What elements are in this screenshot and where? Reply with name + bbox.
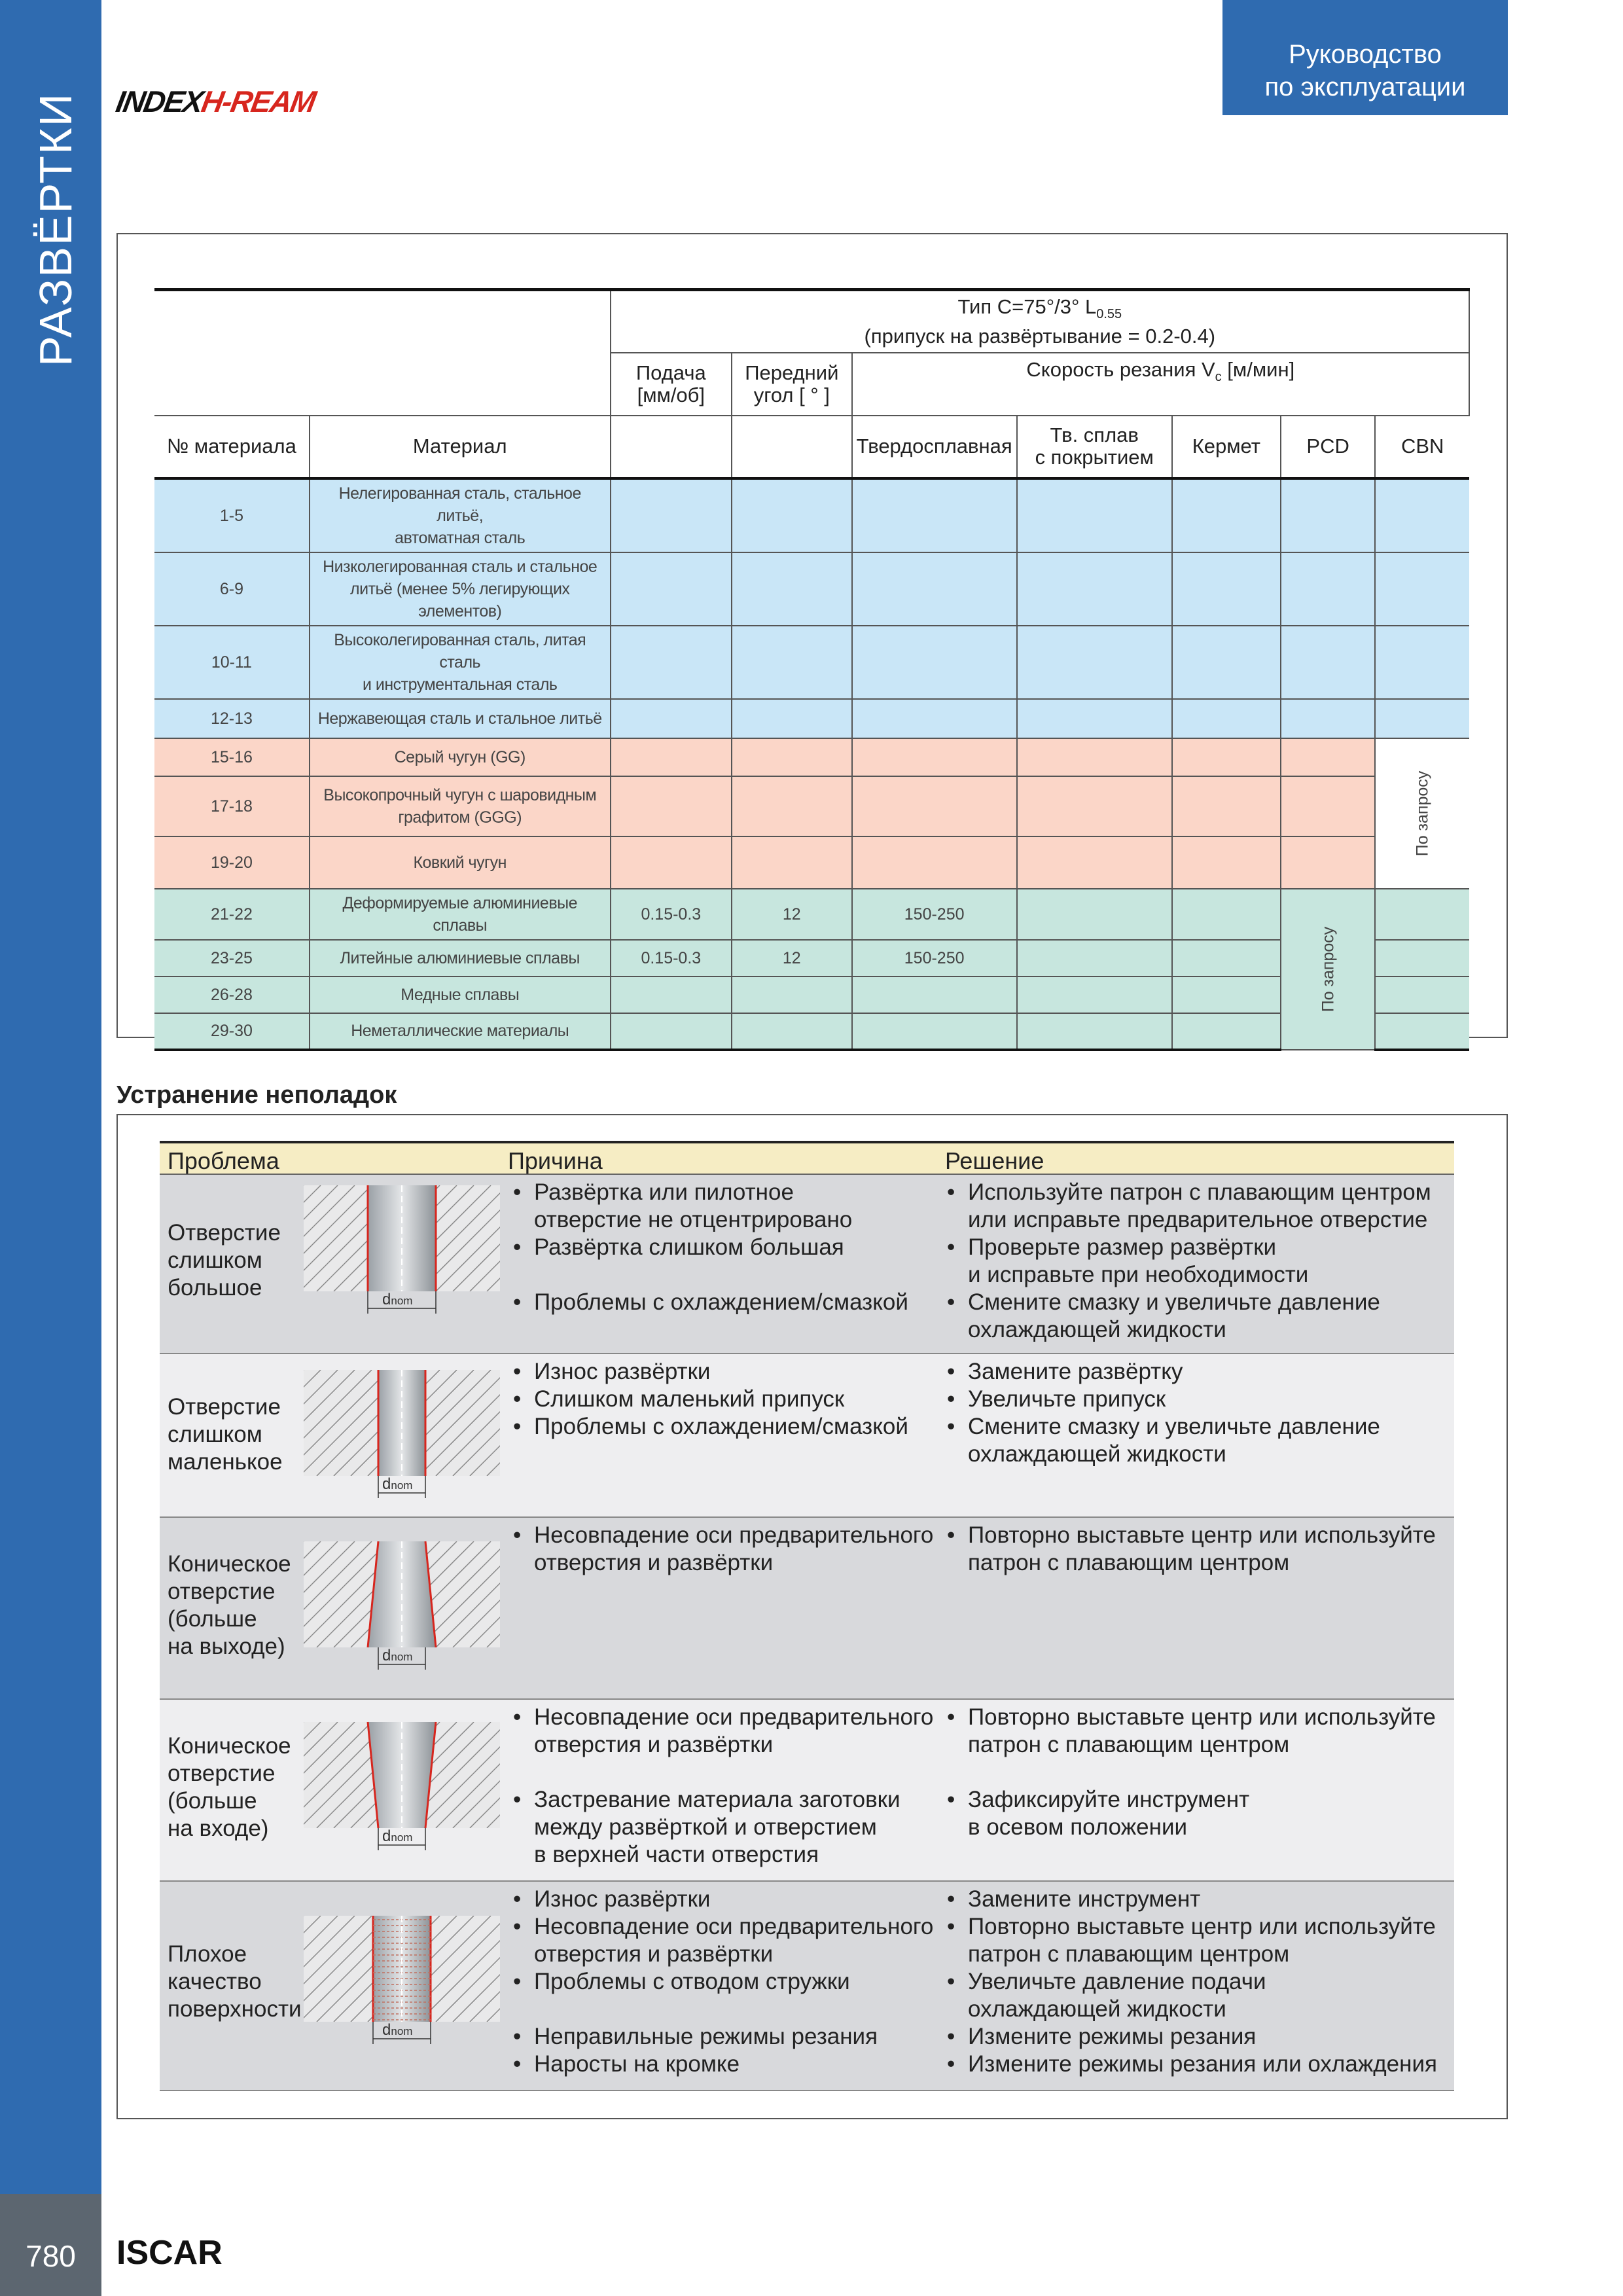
- cause-item: • Несовпадение оси предварительного отверстия и развёртки: [508, 1704, 940, 1759]
- solution-item: • Смените смазку и увеличьте давление охлаждающей жидкости: [942, 1289, 1459, 1344]
- cbn-speed-cell: [1375, 977, 1469, 1013]
- cbn-speed-cell: [1375, 552, 1469, 626]
- svg-text:dnom: dnom: [382, 1827, 413, 1845]
- cause-item: • Износ развёртки: [508, 1886, 940, 1913]
- feed-cell: [611, 478, 732, 552]
- material-row: [154, 940, 1469, 977]
- type-header: Тип С=75°/3° $L_{0.55}$ (припуск на развёртывание = 0.2-0.4): [611, 290, 1469, 353]
- cbn-on-request-cell: [1375, 738, 1469, 889]
- material-row: [154, 836, 1469, 889]
- coated-speed-cell: [1017, 836, 1172, 889]
- manual-header: [1222, 0, 1508, 115]
- cause-item: • Износ развёртки: [508, 1358, 940, 1386]
- carbide-speed-cell: [852, 478, 1017, 552]
- solution-item: • Измените режимы резания: [942, 2023, 1459, 2051]
- material-number-cell: 1-5: [154, 478, 310, 552]
- solution-item: • Повторно выставьте центр или используйте патрон с плавающим центром: [942, 1913, 1459, 1968]
- cermet-speed-cell: [1172, 889, 1281, 940]
- feed-cell: [611, 977, 732, 1013]
- cermet-speed-cell: [1172, 776, 1281, 836]
- svg-text:dnom: dnom: [382, 2021, 413, 2039]
- problem-text: Отверстие слишком большое: [168, 1220, 281, 1300]
- feed-cell: 0.15-0.3: [611, 889, 732, 940]
- coated-speed-cell: [1017, 699, 1172, 738]
- material-name-cell: Литейные алюминиевые сплавы: [310, 940, 611, 977]
- coated-speed-cell: [1017, 478, 1172, 552]
- solution-item: • Используйте патрон с плавающим центром или исправьте предварительное отверстие: [942, 1179, 1459, 1234]
- cause-list: [508, 1358, 940, 1441]
- cutting-data-table: [154, 288, 1470, 1051]
- rake-cell: [732, 699, 852, 738]
- material-name-cell: Низколегированная сталь и стальное литьё (менее 5% легирующих элементов): [310, 552, 611, 626]
- coated-speed-cell: [1017, 552, 1172, 626]
- solution-item: • Замените инструмент: [942, 1886, 1459, 1913]
- troubleshooting-row: [160, 1175, 1454, 1354]
- material-name-cell: Высокопрочный чугун с шаровидным графитом (GGG): [310, 776, 611, 836]
- cause-header: Причина: [508, 1147, 603, 1174]
- coated-speed-cell: [1017, 940, 1172, 977]
- material-name-cell: Нержавеющая сталь и стальное литьё: [310, 699, 611, 738]
- troubleshooting-row: [160, 1354, 1454, 1518]
- solution-item: • Проверьте размер развёртки и исправьте при необходимости: [942, 1234, 1459, 1289]
- problem-text: Плохое качество поверхности: [168, 1941, 302, 2022]
- cause-item: • Несовпадение оси предварительного отверстия и развёртки: [508, 1522, 940, 1577]
- cermet-speed-cell: [1172, 552, 1281, 626]
- cause-item: • Проблемы с охлаждением/смазкой: [508, 1289, 940, 1316]
- cbn-speed-cell: [1375, 1013, 1469, 1050]
- pcd-speed-cell: [1281, 699, 1376, 738]
- problem-text: Коническое отверстие (больше на входе): [168, 1733, 291, 1841]
- manual-header-line1: Руководство: [1289, 40, 1442, 69]
- rake-header: Передний угол [ ° ]: [732, 353, 852, 416]
- material-number-cell: 6-9: [154, 552, 310, 626]
- material-name-cell: Высоколегированная сталь, литая сталь и инструментальная сталь: [310, 626, 611, 699]
- solution-item: • Увеличьте давление подачи охлаждающей жидкости: [942, 1968, 1459, 2023]
- rake-cell: [732, 738, 852, 776]
- cermet-speed-cell: [1172, 478, 1281, 552]
- cermet-speed-cell: [1172, 738, 1281, 776]
- cermet-speed-cell: [1172, 940, 1281, 977]
- solution-item: • Зафиксируйте инструмент в осевом положении: [942, 1786, 1459, 1841]
- material-number-cell: 26-28: [154, 977, 310, 1013]
- cause-item: • Неправильные режимы резания: [508, 2023, 940, 2051]
- material-number-cell: 29-30: [154, 1013, 310, 1050]
- material-number-cell: 15-16: [154, 738, 310, 776]
- cbn-speed-cell: [1375, 478, 1469, 552]
- material-number-cell: 10-11: [154, 626, 310, 699]
- cause-item: • Развёртка или пилотное отверстие не отцентрировано: [508, 1179, 940, 1234]
- cause-list: [508, 1522, 940, 1577]
- cermet-speed-cell: [1172, 1013, 1281, 1050]
- cbn-on-request-text: По запросу: [1413, 770, 1432, 856]
- problem-header: Проблема: [168, 1147, 279, 1174]
- coated-speed-cell: [1017, 738, 1172, 776]
- cause-item: • Развёртка слишком большая: [508, 1234, 940, 1261]
- solution-list: [942, 1886, 1459, 2078]
- pcd-header: PCD: [1281, 416, 1376, 478]
- cbn-speed-cell: [1375, 889, 1469, 940]
- carbide-speed-cell: 150-250: [852, 889, 1017, 940]
- speed-header: Скорость резания $V_c$ [м/мин]: [852, 353, 1469, 416]
- material-number-cell: 21-22: [154, 889, 310, 940]
- material-row: [154, 699, 1469, 738]
- solution-list: [942, 1522, 1459, 1577]
- material-name-cell: Неметаллические материалы: [310, 1013, 611, 1050]
- rake-cell: [732, 776, 852, 836]
- troubleshooting-title: Устранение неполадок: [116, 1081, 397, 1109]
- coated-speed-cell: [1017, 889, 1172, 940]
- svg-text:dnom: dnom: [382, 1291, 413, 1308]
- material-row: [154, 626, 1469, 699]
- solution-item: • Замените развёртку: [942, 1358, 1459, 1386]
- cbn-speed-cell: [1375, 940, 1469, 977]
- rake-cell: 12: [732, 940, 852, 977]
- cermet-speed-cell: [1172, 977, 1281, 1013]
- cause-item: • Проблемы с отводом стружки: [508, 1968, 940, 1996]
- solution-list: [942, 1704, 1459, 1841]
- cermet-speed-cell: [1172, 699, 1281, 738]
- cause-item: • Проблемы с охлаждением/смазкой: [508, 1413, 940, 1441]
- cermet-speed-cell: [1172, 836, 1281, 889]
- hole-diagram-image: [304, 1365, 500, 1509]
- troubleshooting-row: [160, 1518, 1454, 1700]
- page-number: 780: [26, 2239, 76, 2273]
- feed-header: Подача [мм/об]: [611, 353, 732, 416]
- cbn-header: CBN: [1375, 416, 1469, 478]
- material-row: [154, 478, 1469, 552]
- material-row: [154, 977, 1469, 1013]
- feed-cell: [611, 626, 732, 699]
- coated-speed-cell: [1017, 1013, 1172, 1050]
- material-row: [154, 552, 1469, 626]
- carbide-speed-cell: [852, 552, 1017, 626]
- solution-item: • Увеличьте припуск: [942, 1386, 1459, 1413]
- solution-list: [942, 1179, 1459, 1344]
- carbide-speed-cell: [852, 977, 1017, 1013]
- cause-item: • Слишком маленький припуск: [508, 1386, 940, 1413]
- material-number-cell: 12-13: [154, 699, 310, 738]
- rake-cell: [732, 626, 852, 699]
- material-row: [154, 738, 1469, 776]
- coated-carbide-header: Тв. сплав с покрытием: [1017, 416, 1172, 478]
- hole-diagram-image: [304, 1717, 500, 1861]
- cause-list: [508, 1704, 940, 1869]
- material-header: Материал: [310, 416, 611, 478]
- material-row: [154, 1013, 1469, 1050]
- solution-header: Решение: [945, 1147, 1044, 1174]
- pcd-speed-cell: [1281, 552, 1376, 626]
- cause-item: • Застревание материала заготовки между развёрткой и отверстием в верхней части отверстия: [508, 1786, 940, 1869]
- carbide-speed-cell: [852, 626, 1017, 699]
- carbide-speed-cell: 150-250: [852, 940, 1017, 977]
- manual-header-line2: по эксплуатации: [1264, 73, 1466, 101]
- feed-cell: [611, 776, 732, 836]
- cbn-speed-cell: [1375, 699, 1469, 738]
- material-name-cell: Медные сплавы: [310, 977, 611, 1013]
- pcd-speed-cell: [1281, 738, 1376, 776]
- material-number-cell: 19-20: [154, 836, 310, 889]
- hole-diagram-image: [304, 1536, 500, 1680]
- sidebar: [0, 0, 101, 2296]
- pcd-speed-cell: [1281, 626, 1376, 699]
- hole-diagram-image: [304, 1180, 500, 1324]
- problem-text: Отверстие слишком маленькое: [168, 1394, 283, 1475]
- carbide-speed-cell: [852, 699, 1017, 738]
- pcd-on-request-cell: [1281, 889, 1376, 1050]
- iscar-brand: ISCAR: [116, 2234, 223, 2272]
- pcd-speed-cell: [1281, 776, 1376, 836]
- rake-cell: [732, 977, 852, 1013]
- cbn-speed-cell: [1375, 626, 1469, 699]
- cermet-header: Кермет: [1172, 416, 1281, 478]
- rake-cell: [732, 552, 852, 626]
- troubleshooting-table: [160, 1141, 1454, 2091]
- rake-cell: [732, 478, 852, 552]
- solution-item: • Измените режимы резания или охлаждения: [942, 2051, 1459, 2078]
- troubleshooting-row: [160, 1700, 1454, 1882]
- coated-speed-cell: [1017, 776, 1172, 836]
- material-number-cell: 23-25: [154, 940, 310, 977]
- rake-cell: 12: [732, 889, 852, 940]
- feed-cell: [611, 552, 732, 626]
- material-name-cell: Серый чугун (GG): [310, 738, 611, 776]
- troubleshooting-header: [160, 1141, 1454, 1175]
- problem-text: Коническое отверстие (больше на выходе): [168, 1551, 291, 1659]
- cause-item: • Наросты на кромке: [508, 2051, 940, 2078]
- svg-text:dnom: dnom: [382, 1647, 413, 1664]
- carbide-speed-cell: [852, 738, 1017, 776]
- cermet-speed-cell: [1172, 626, 1281, 699]
- rake-cell: [732, 1013, 852, 1050]
- feed-cell: [611, 699, 732, 738]
- solution-item: • Повторно выставьте центр или используйте патрон с плавающим центром: [942, 1704, 1459, 1759]
- material-name-cell: Деформируемые алюминиевые сплавы: [310, 889, 611, 940]
- rake-cell: [732, 836, 852, 889]
- carbide-speed-cell: [852, 836, 1017, 889]
- feed-cell: [611, 836, 732, 889]
- pcd-on-request-text: По запросу: [1319, 926, 1338, 1012]
- pcd-speed-cell: [1281, 478, 1376, 552]
- feed-cell: 0.15-0.3: [611, 940, 732, 977]
- solution-item: • Повторно выставьте центр или используйте патрон с плавающим центром: [942, 1522, 1459, 1577]
- carbide-speed-cell: [852, 1013, 1017, 1050]
- carbide-header: Твердосплавная: [852, 416, 1017, 478]
- cause-item: • Несовпадение оси предварительного отверстия и развёртки: [508, 1913, 940, 1968]
- pcd-speed-cell: [1281, 836, 1376, 889]
- troubleshooting-row: [160, 1882, 1454, 2091]
- coated-speed-cell: [1017, 977, 1172, 1013]
- carbide-speed-cell: [852, 776, 1017, 836]
- indexh-ream-logo: INDEXH-REAM: [113, 84, 318, 118]
- feed-cell: [611, 1013, 732, 1050]
- solution-list: [942, 1358, 1459, 1468]
- material-number-cell: 17-18: [154, 776, 310, 836]
- cause-list: [508, 1886, 940, 2078]
- material-name-cell: Ковкий чугун: [310, 836, 611, 889]
- material-name-cell: Нелегированная сталь, стальное литьё, автоматная сталь: [310, 478, 611, 552]
- material-row: [154, 776, 1469, 836]
- svg-text:dnom: dnom: [382, 1475, 413, 1493]
- hole-diagram-image: [304, 1910, 500, 2054]
- material-row: [154, 889, 1469, 940]
- feed-cell: [611, 738, 732, 776]
- section-title-vertical: РАЗВЁРТКИ: [30, 92, 81, 367]
- cause-list: [508, 1179, 940, 1316]
- solution-item: • Смените смазку и увеличьте давление охлаждающей жидкости: [942, 1413, 1459, 1468]
- coated-speed-cell: [1017, 626, 1172, 699]
- material-number-header: № материала: [154, 416, 310, 478]
